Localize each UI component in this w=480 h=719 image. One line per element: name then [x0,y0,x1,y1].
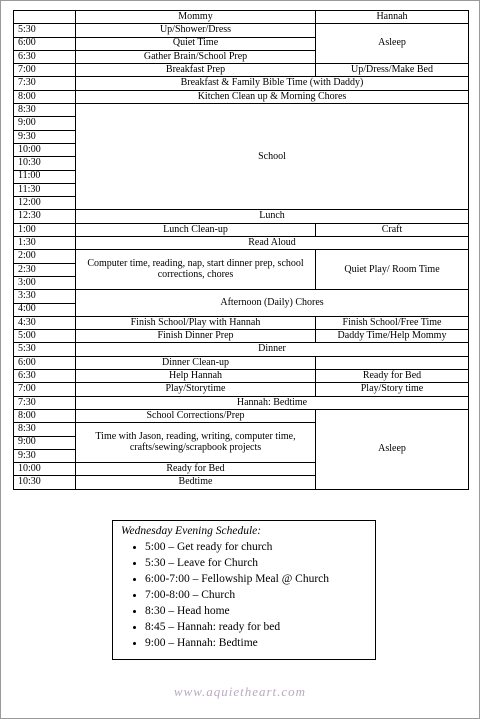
mommy-cell: Finish Dinner Prep [76,330,316,343]
hannah-cell: Craft [316,223,469,236]
time-cell: 9:30 [14,130,76,143]
shared-cell: Lunch [76,210,469,223]
mommy-cell: Lunch Clean-up [76,223,316,236]
time-cell: 12:30 [14,210,76,223]
hannah-cell: Up/Dress/Make Bed [316,64,469,77]
time-cell: 9:30 [14,449,76,462]
time-cell: 5:30 [14,24,76,37]
mommy-cell: Up/Shower/Dress [76,24,316,37]
wednesday-schedule-list [119,539,369,651]
hannah-cell: Asleep [316,24,469,64]
time-cell: 10:00 [14,463,76,476]
hannah-cell [316,356,469,369]
table-row [14,104,469,117]
time-cell: 10:30 [14,476,76,489]
mommy-cell: Breakfast Prep [76,64,316,77]
table-row [14,223,469,236]
mommy-cell: Help Hannah [76,370,316,383]
time-cell: 6:30 [14,370,76,383]
table-row [14,64,469,77]
time-cell: 8:00 [14,409,76,422]
list-item: • 8:30 – Head home [145,603,369,619]
hannah-cell: Daddy Time/Help Mommy [316,330,469,343]
time-cell: 1:00 [14,223,76,236]
mommy-cell: Dinner Clean-up [76,356,316,369]
table-row [14,330,469,343]
mommy-cell: Ready for Bed [76,463,316,476]
table-row [14,343,469,356]
hannah-cell: Asleep [316,409,469,489]
time-cell: 10:30 [14,157,76,170]
header-hannah: Hannah [316,11,469,24]
table-row [14,77,469,90]
time-cell: 8:30 [14,104,76,117]
daily-schedule-table [13,10,469,490]
time-cell: 11:30 [14,183,76,196]
time-cell: 7:30 [14,396,76,409]
time-cell: 4:30 [14,316,76,329]
mommy-cell: School Corrections/Prep [76,409,316,422]
time-cell: 11:00 [14,170,76,183]
time-cell: 2:00 [14,250,76,263]
mommy-cell: Gather Brain/School Prep [76,50,316,63]
table-row [14,90,469,103]
table-row [14,409,469,422]
table-row [14,290,469,303]
header-time [14,11,76,24]
time-cell: 7:00 [14,64,76,77]
table-row [14,24,469,37]
time-cell: 5:00 [14,330,76,343]
list-item: • 6:00-7:00 – Fellowship Meal @ Church [145,571,369,587]
time-cell: 1:30 [14,237,76,250]
shared-cell: School [76,104,469,210]
time-cell: 7:30 [14,77,76,90]
wednesday-schedule-box [112,520,376,660]
watermark-text: www.aquietheart.com [173,684,307,699]
shared-cell: Read Aloud [76,237,469,250]
list-item: • 8:45 – Hannah: ready for bed [145,619,369,635]
list-item: • 9:00 – Hannah: Bedtime [145,635,369,651]
table-row [14,383,469,396]
shared-cell: Kitchen Clean up & Morning Chores [76,90,469,103]
mommy-cell: Quiet Time [76,37,316,50]
mommy-cell: Time with Jason, reading, writing, computer time, crafts/sewing/scrapbook projects [76,423,316,463]
hannah-cell: Play/Story time [316,383,469,396]
table-row [14,356,469,369]
table-row [14,316,469,329]
time-cell: 10:00 [14,143,76,156]
time-cell: 8:00 [14,90,76,103]
shared-cell: Hannah: Bedtime [76,396,469,409]
shared-cell: Dinner [76,343,469,356]
table-header-row [14,11,469,24]
table-row [14,370,469,383]
list-item: • 5:00 – Get ready for church [145,539,369,555]
header-mommy: Mommy [76,11,316,24]
shared-cell: Breakfast & Family Bible Time (with Daddy) [76,77,469,90]
hannah-cell: Quiet Play/ Room Time [316,250,469,290]
table-row [14,396,469,409]
time-cell: 4:00 [14,303,76,316]
time-cell: 9:00 [14,436,76,449]
mommy-cell: Computer time, reading, nap, start dinner prep, school corrections, chores [76,250,316,290]
wednesday-schedule-title: Wednesday Evening Schedule: [121,525,262,537]
time-cell: 12:00 [14,197,76,210]
mommy-cell: Bedtime [76,476,316,489]
time-cell: 5:30 [14,343,76,356]
time-cell: 7:00 [14,383,76,396]
table-row [14,250,469,263]
time-cell: 6:30 [14,50,76,63]
time-cell: 3:00 [14,276,76,289]
mommy-cell: Finish School/Play with Hannah [76,316,316,329]
time-cell: 3:30 [14,290,76,303]
time-cell: 6:00 [14,356,76,369]
mommy-cell: Play/Storytime [76,383,316,396]
list-item: • 7:00-8:00 – Church [145,587,369,603]
time-cell: 2:30 [14,263,76,276]
list-item: • 5:30 – Leave for Church [145,555,369,571]
hannah-cell: Ready for Bed [316,370,469,383]
time-cell: 9:00 [14,117,76,130]
hannah-cell: Finish School/Free Time [316,316,469,329]
time-cell: 6:00 [14,37,76,50]
time-cell: 8:30 [14,423,76,436]
table-row [14,237,469,250]
shared-cell: Afternoon (Daily) Chores [76,290,469,317]
table-row [14,210,469,223]
